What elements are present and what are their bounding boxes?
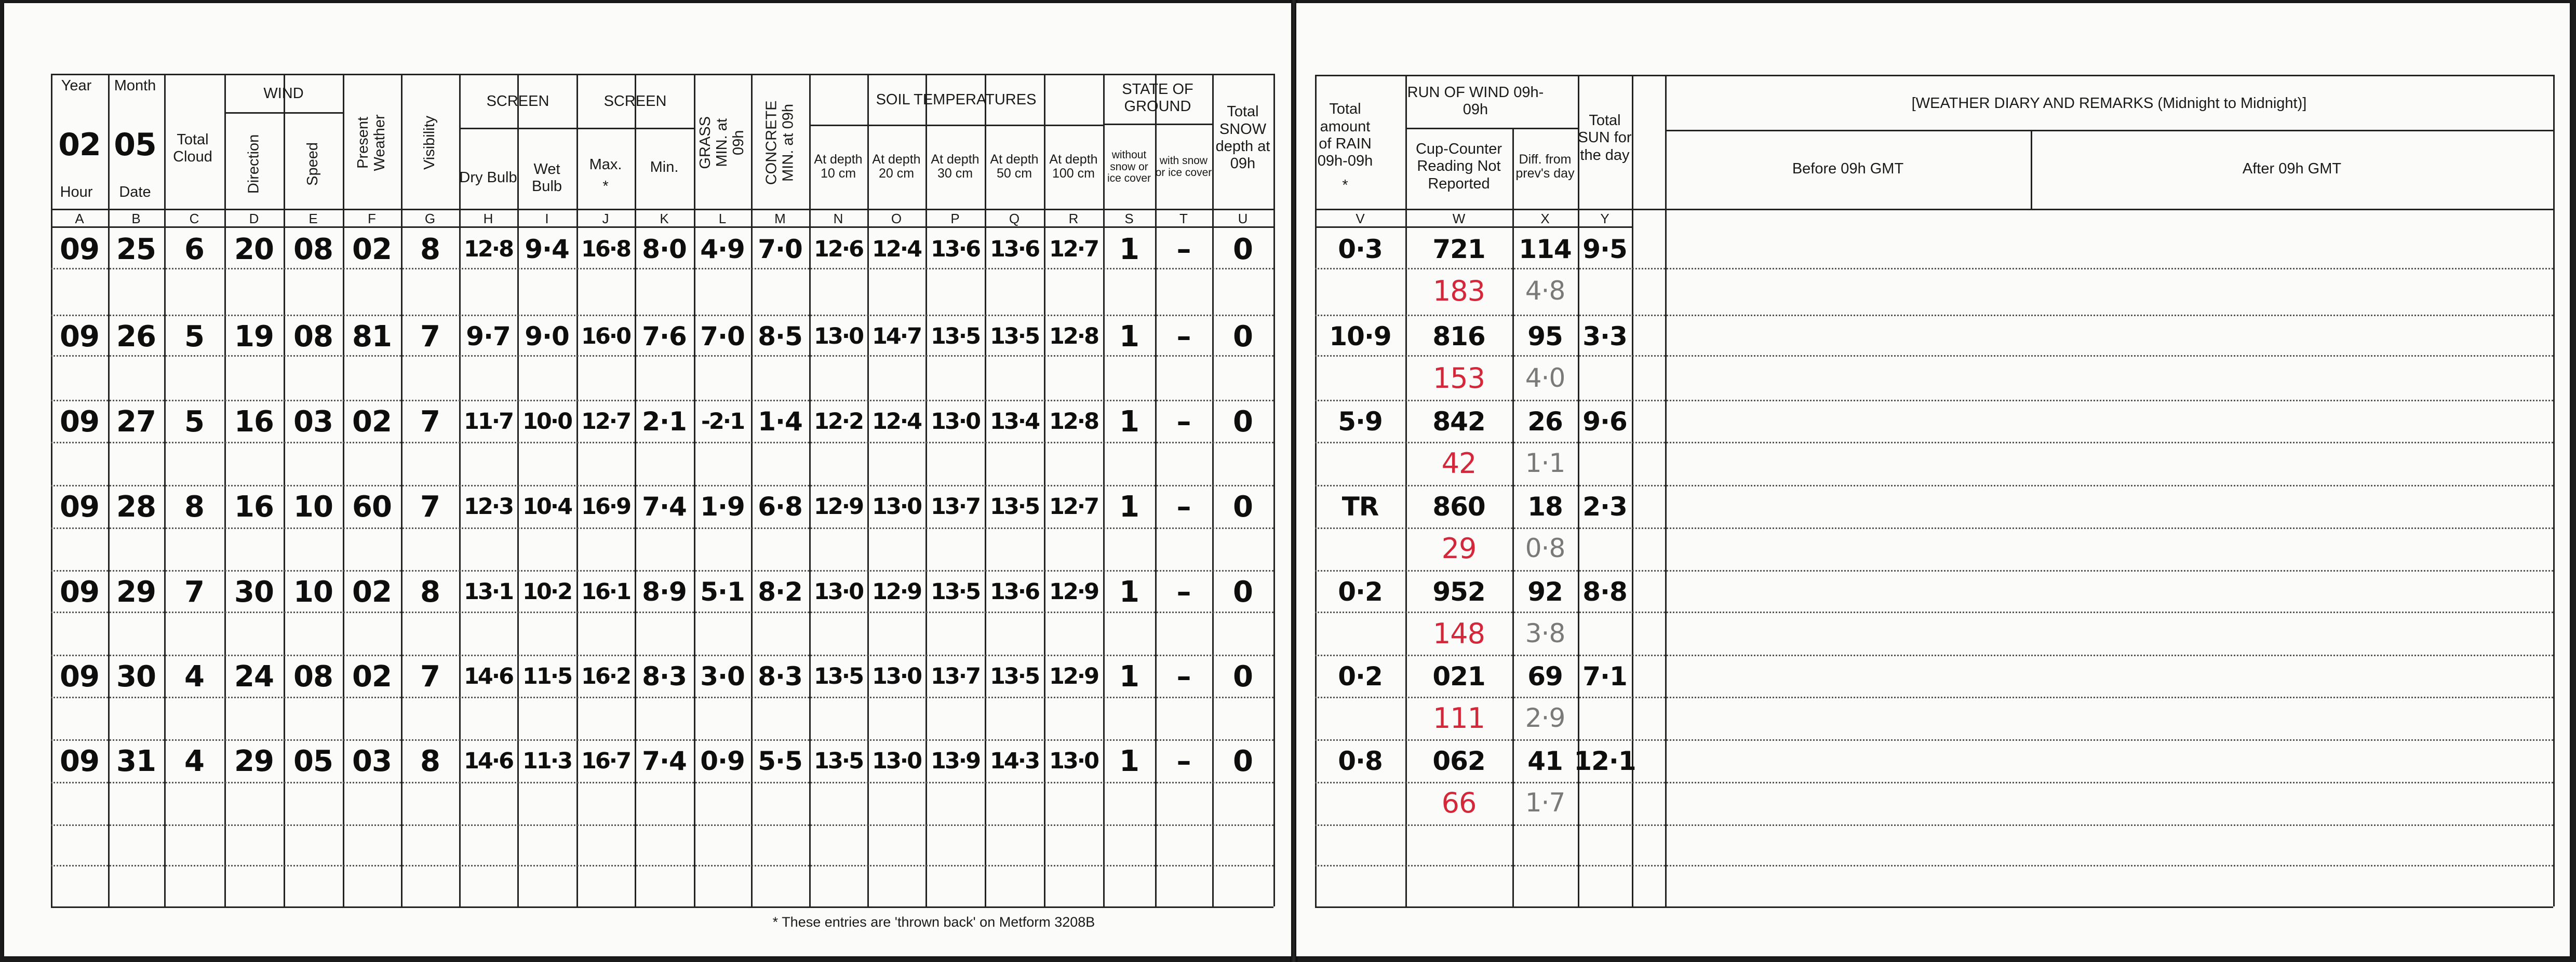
concrete-min-header: CONCRETE MIN. at 09h (763, 100, 797, 185)
column-letter-l: L (718, 210, 727, 226)
cell-red-wind-total: 148 (1432, 617, 1485, 650)
cell-min: 7·4 (642, 492, 687, 522)
cell-hour: 09 (60, 575, 99, 609)
column-letter-o: O (891, 210, 902, 226)
table-bottom-border (51, 906, 1273, 908)
cell-min: 7·6 (642, 321, 687, 351)
total-sun-header: Total SUN for the day (1578, 112, 1632, 164)
diary-subrule (1665, 130, 2553, 131)
cell-date: 28 (116, 490, 156, 524)
column-letter-c: C (189, 210, 199, 226)
cell-date: 25 (116, 232, 156, 266)
cell-red-wind-total: 111 (1432, 701, 1485, 735)
cell-soil-50: 14·3 (989, 748, 1039, 774)
cell-concrete-min: 8·5 (758, 321, 802, 351)
table-bottom-border (1315, 906, 2553, 908)
month-value: 05 (114, 127, 156, 163)
cell-without-snow: 1 (1119, 490, 1139, 524)
cell-grass-min: 7·0 (700, 321, 745, 351)
cell-soil-50: 13·5 (989, 323, 1039, 349)
cell-diff: 92 (1527, 577, 1563, 607)
cell-dry-bulb: 9·7 (466, 321, 511, 351)
direction-header: Direction (245, 134, 262, 194)
cell-cloud: 4 (184, 659, 204, 694)
cell-with-snow: – (1176, 404, 1191, 439)
column-letter-e: E (308, 210, 318, 226)
column-letter-b: B (131, 210, 141, 226)
dotted-row-line (1315, 865, 2553, 866)
cell-grass-min: 3·0 (700, 661, 745, 692)
cell-date: 26 (116, 319, 156, 354)
column-letter-p: P (950, 210, 960, 226)
cell-date: 27 (116, 404, 156, 439)
cell-weather: 03 (352, 744, 392, 778)
cell-max: 16·1 (581, 579, 630, 605)
column-letter-j: J (602, 210, 609, 226)
cell-min: 8·9 (642, 577, 687, 607)
column-letter-s: S (1124, 210, 1134, 226)
cell-rain: TR (1341, 492, 1379, 522)
max-star: * (602, 178, 609, 195)
wind-header: WIND (263, 85, 304, 102)
dotted-row-line (51, 865, 1273, 866)
dry-bulb-header: Dry Bulb (459, 169, 517, 186)
cell-hour: 09 (60, 659, 99, 694)
cell-soil-10: 13·0 (813, 579, 863, 605)
cell-sun: 9·6 (1582, 407, 1627, 437)
cell-diff: 95 (1527, 321, 1563, 351)
cell-direction: 20 (234, 232, 274, 266)
cell-soil-10: 12·9 (813, 494, 863, 520)
cell-soil-100: 12·7 (1049, 236, 1098, 262)
column-letter-u: U (1238, 210, 1248, 226)
cell-max: 16·0 (581, 323, 630, 349)
column-letter-i: I (545, 210, 549, 226)
cell-pencil-average: 1·1 (1525, 448, 1565, 478)
speed-header: Speed (304, 142, 321, 186)
cell-speed: 10 (293, 575, 333, 609)
cell-concrete-min: 8·2 (758, 577, 802, 607)
cell-date: 30 (116, 659, 156, 694)
screen-subrule (459, 128, 694, 129)
total-snow-header: Total SNOW depth at 09h (1215, 103, 1270, 172)
cell-hour: 09 (60, 490, 99, 524)
cell-rain: 5·9 (1338, 407, 1383, 437)
cell-without-snow: 1 (1119, 232, 1139, 266)
cell-wet-bulb: 9·0 (525, 321, 569, 351)
cell-soil-10: 13·0 (813, 323, 863, 349)
table-top-border (1315, 75, 2553, 76)
cell-dry-bulb: 12·8 (463, 236, 513, 262)
cell-min: 7·4 (642, 746, 687, 776)
cell-sun: 8·8 (1582, 577, 1627, 607)
cell-weather: 60 (352, 490, 392, 524)
cell-soil-20: 13·0 (871, 663, 921, 689)
cell-sun: 3·3 (1582, 321, 1627, 351)
rain-star: * (1342, 177, 1348, 194)
run-of-wind-header: RUN OF WIND 09h-09h (1407, 84, 1544, 118)
present-weather-header: Present Weather (355, 114, 388, 171)
cell-visibility: 7 (420, 659, 440, 694)
column-letter-d: D (249, 210, 259, 226)
cell-rain: 0·8 (1338, 746, 1383, 776)
cell-sun: 12·1 (1574, 746, 1636, 776)
cell-visibility: 7 (420, 319, 440, 354)
diary-right-border (2553, 75, 2555, 906)
cell-soil-100: 12·9 (1049, 663, 1098, 689)
cell-soil-100: 13·0 (1049, 748, 1098, 774)
cell-speed: 10 (293, 490, 333, 524)
cup-counter-header: Cup-Counter Reading Not Reported (1415, 140, 1502, 192)
cell-pencil-average: 2·9 (1525, 703, 1565, 733)
soil-30cm-header: At depth 30 cm (931, 152, 980, 181)
cell-wet-bulb: 9·4 (525, 234, 569, 264)
table-top-border (51, 74, 1273, 75)
cell-speed: 08 (293, 659, 333, 694)
screen1-header: SCREEN (486, 93, 549, 110)
cell-max: 16·9 (581, 494, 630, 520)
cell-soil-50: 13·6 (989, 579, 1039, 605)
cell-wet-bulb: 10·0 (522, 409, 572, 435)
ground-subrule (1103, 124, 1212, 125)
cell-cloud: 5 (184, 319, 204, 354)
cell-cup: 952 (1432, 577, 1485, 607)
cell-with-snow: – (1176, 490, 1191, 524)
diary-header: [WEATHER DIARY AND REMARKS (Midnight to Midnight)] (1911, 95, 2307, 112)
cell-cloud: 6 (184, 232, 204, 266)
soil-50cm-header: At depth 50 cm (990, 152, 1039, 181)
cell-max: 12·7 (581, 409, 630, 435)
column-letter-g: G (424, 210, 436, 226)
cell-soil-50: 13·4 (989, 409, 1039, 435)
cell-with-snow: – (1176, 575, 1191, 609)
cell-cup: 860 (1432, 492, 1485, 522)
cell-visibility: 8 (420, 575, 440, 609)
cell-snow-depth: 0 (1233, 575, 1253, 609)
cell-diff: 114 (1519, 234, 1572, 264)
cell-soil-30: 13·5 (930, 579, 980, 605)
cell-diff: 26 (1527, 407, 1563, 437)
without-snow-header: without snow or ice cover (1107, 148, 1151, 185)
cell-red-wind-total: 183 (1432, 274, 1485, 307)
cell-weather: 02 (352, 575, 392, 609)
cell-direction: 19 (234, 319, 274, 354)
cell-soil-50: 13·5 (989, 494, 1039, 520)
max-header: Max. (589, 156, 622, 173)
cell-visibility: 7 (420, 404, 440, 439)
cell-speed: 05 (293, 744, 333, 778)
wind-subrule (224, 112, 343, 114)
cell-pencil-average: 0·8 (1525, 533, 1565, 563)
cell-weather: 02 (352, 232, 392, 266)
cell-red-wind-total: 66 (1441, 786, 1477, 819)
with-snow-header: with snow or ice cover (1155, 155, 1212, 179)
cell-grass-min: 5·1 (700, 577, 745, 607)
soil-temperatures-header: SOIL TEMPERATURES (876, 91, 1037, 109)
cell-cloud: 4 (184, 744, 204, 778)
total-rain-header: Total amount of RAIN 09h-09h (1317, 101, 1373, 170)
column-letter-x: X (1540, 210, 1550, 226)
month-header: Month (114, 77, 156, 94)
cell-min: 2·1 (642, 407, 687, 437)
cell-cup: 816 (1432, 321, 1485, 351)
cell-soil-30: 13·7 (930, 663, 980, 689)
cell-soil-100: 12·9 (1049, 579, 1098, 605)
cell-soil-50: 13·6 (989, 236, 1039, 262)
cell-snow-depth: 0 (1233, 319, 1253, 354)
cell-concrete-min: 8·3 (758, 661, 802, 692)
cell-without-snow: 1 (1119, 575, 1139, 609)
cell-wet-bulb: 10·2 (522, 579, 572, 605)
cell-wet-bulb: 11·3 (522, 748, 572, 774)
cell-soil-10: 13·5 (813, 663, 863, 689)
column-letter-v: V (1356, 210, 1365, 226)
cell-direction: 30 (234, 575, 274, 609)
footnote: * These entries are 'thrown back' on Metform 3208B (772, 914, 1095, 930)
cell-speed: 08 (293, 232, 333, 266)
cell-pencil-average: 4·8 (1525, 276, 1565, 306)
cell-cloud: 7 (184, 575, 204, 609)
cell-snow-depth: 0 (1233, 490, 1253, 524)
cell-soil-20: 13·0 (871, 748, 921, 774)
column-letter-w: W (1452, 210, 1466, 226)
column-letter-m: M (774, 210, 786, 226)
cell-date: 31 (116, 744, 156, 778)
cell-sun: 9·5 (1582, 234, 1627, 264)
cell-pencil-average: 3·8 (1525, 618, 1565, 648)
cell-grass-min: 0·9 (700, 746, 745, 776)
wet-bulb-header: Wet Bulb (531, 160, 562, 195)
cell-with-snow: – (1176, 744, 1191, 778)
cell-soil-20: 12·4 (871, 236, 921, 262)
cell-soil-30: 13·6 (930, 236, 980, 262)
cell-hour: 09 (60, 744, 99, 778)
cell-hour: 09 (60, 232, 99, 266)
cell-visibility: 8 (420, 744, 440, 778)
cell-soil-30: 13·7 (930, 494, 980, 520)
cell-with-snow: – (1176, 659, 1191, 694)
dotted-row-line (1315, 824, 2553, 826)
cell-red-wind-total: 153 (1432, 361, 1485, 395)
cell-weather: 81 (352, 319, 392, 354)
cell-grass-min: 4·9 (700, 234, 745, 264)
cell-soil-100: 12·8 (1049, 409, 1098, 435)
cell-soil-100: 12·7 (1049, 494, 1098, 520)
visibility-header: Visibility (421, 115, 438, 170)
grid-vline (1273, 74, 1275, 906)
cell-without-snow: 1 (1119, 744, 1139, 778)
cell-soil-100: 12·8 (1049, 323, 1098, 349)
cell-min: 8·0 (642, 234, 687, 264)
cell-pencil-average: 1·7 (1525, 788, 1565, 818)
screen2-header: SCREEN (603, 93, 667, 110)
cell-soil-10: 12·6 (813, 236, 863, 262)
cell-dry-bulb: 12·3 (463, 494, 513, 520)
column-letter-h: H (483, 210, 493, 226)
cell-weather: 02 (352, 404, 392, 439)
before-09h-header: Before 09h GMT (1792, 160, 1904, 178)
date-header: Date (119, 184, 151, 201)
cell-soil-10: 12·2 (813, 409, 863, 435)
cell-soil-20: 12·9 (871, 579, 921, 605)
cell-soil-30: 13·9 (930, 748, 980, 774)
cell-pencil-average: 4·0 (1525, 363, 1565, 393)
cell-soil-20: 12·4 (871, 409, 921, 435)
cell-without-snow: 1 (1119, 319, 1139, 354)
cell-cup: 842 (1432, 407, 1485, 437)
column-letter-r: R (1068, 210, 1079, 226)
total-cloud-header: Total Cloud (173, 131, 212, 165)
cell-date: 29 (116, 575, 156, 609)
cell-hour: 09 (60, 404, 99, 439)
diary-header-rule (1632, 209, 2553, 210)
cell-soil-10: 13·5 (813, 748, 863, 774)
cell-cup: 021 (1432, 661, 1485, 692)
after-09h-header: After 09h GMT (2242, 160, 2342, 178)
cell-direction: 29 (234, 744, 274, 778)
cell-max: 16·7 (581, 748, 630, 774)
diff-header: Diff. from prev's day (1515, 152, 1575, 181)
cell-speed: 08 (293, 319, 333, 354)
cell-diff: 41 (1527, 746, 1563, 776)
cell-max: 16·8 (581, 236, 630, 262)
cell-cloud: 5 (184, 404, 204, 439)
year-value: 02 (58, 127, 101, 163)
cell-cup: 721 (1432, 234, 1485, 264)
cell-with-snow: – (1176, 232, 1191, 266)
cell-concrete-min: 6·8 (758, 492, 802, 522)
right-page (1296, 3, 2570, 956)
cell-rain: 0·3 (1338, 234, 1383, 264)
dotted-row-line (51, 824, 1273, 826)
cell-grass-min: -2·1 (701, 409, 744, 435)
cell-rain: 10·9 (1329, 321, 1391, 351)
cell-concrete-min: 7·0 (758, 234, 802, 264)
cell-visibility: 8 (420, 232, 440, 266)
grass-min-header: GRASS MIN. at 09h (697, 116, 747, 169)
cell-rain: 0·2 (1338, 661, 1383, 692)
cell-soil-30: 13·0 (930, 409, 980, 435)
state-of-ground-header: STATE OF GROUND (1122, 80, 1193, 115)
cell-visibility: 7 (420, 490, 440, 524)
cell-dry-bulb: 13·1 (463, 579, 513, 605)
cell-with-snow: – (1176, 319, 1191, 354)
cell-red-wind-total: 29 (1441, 532, 1477, 565)
cell-snow-depth: 0 (1233, 744, 1253, 778)
column-letter-k: K (660, 210, 669, 226)
cell-soil-20: 14·7 (871, 323, 921, 349)
cell-dry-bulb: 14·6 (463, 663, 513, 689)
soil-100cm-header: At depth 100 cm (1049, 152, 1098, 181)
hour-header: Hour (60, 184, 93, 201)
cell-soil-50: 13·5 (989, 663, 1039, 689)
cell-without-snow: 1 (1119, 659, 1139, 694)
cell-snow-depth: 0 (1233, 404, 1253, 439)
soil-10cm-header: At depth 10 cm (814, 152, 863, 181)
cell-snow-depth: 0 (1233, 659, 1253, 694)
soil-subrule (809, 125, 1103, 126)
cell-concrete-min: 5·5 (758, 746, 802, 776)
cell-rain: 0·2 (1338, 577, 1383, 607)
column-letter-n: N (833, 210, 843, 226)
cell-wet-bulb: 10·4 (522, 494, 572, 520)
cell-hour: 09 (60, 319, 99, 354)
cell-red-wind-total: 42 (1441, 446, 1477, 480)
cell-soil-20: 13·0 (871, 494, 921, 520)
column-letter-t: T (1179, 210, 1188, 226)
cell-without-snow: 1 (1119, 404, 1139, 439)
min-header: Min. (650, 159, 679, 176)
year-header: Year (61, 77, 92, 94)
cell-min: 8·3 (642, 661, 687, 692)
cell-wet-bulb: 11·5 (522, 663, 572, 689)
cell-direction: 16 (234, 490, 274, 524)
cell-cloud: 8 (184, 490, 204, 524)
cell-diff: 18 (1527, 492, 1563, 522)
cell-max: 16·2 (581, 663, 630, 689)
cell-sun: 7·1 (1582, 661, 1627, 692)
cell-speed: 03 (293, 404, 333, 439)
column-letter-a: A (75, 210, 84, 226)
column-letter-f: F (368, 210, 376, 226)
cell-soil-30: 13·5 (930, 323, 980, 349)
cell-diff: 69 (1527, 661, 1563, 692)
cell-dry-bulb: 11·7 (463, 409, 513, 435)
cell-cup: 062 (1432, 746, 1485, 776)
cell-dry-bulb: 14·6 (463, 748, 513, 774)
soil-20cm-header: At depth 20 cm (872, 152, 921, 181)
left-page (4, 3, 1291, 956)
cell-sun: 2·3 (1582, 492, 1627, 522)
cell-concrete-min: 1·4 (758, 407, 802, 437)
cell-direction: 24 (234, 659, 274, 694)
cell-snow-depth: 0 (1233, 232, 1253, 266)
cell-direction: 16 (234, 404, 274, 439)
cell-grass-min: 1·9 (700, 492, 745, 522)
column-letter-y: Y (1600, 210, 1609, 226)
cell-weather: 02 (352, 659, 392, 694)
column-letter-q: Q (1009, 210, 1020, 226)
